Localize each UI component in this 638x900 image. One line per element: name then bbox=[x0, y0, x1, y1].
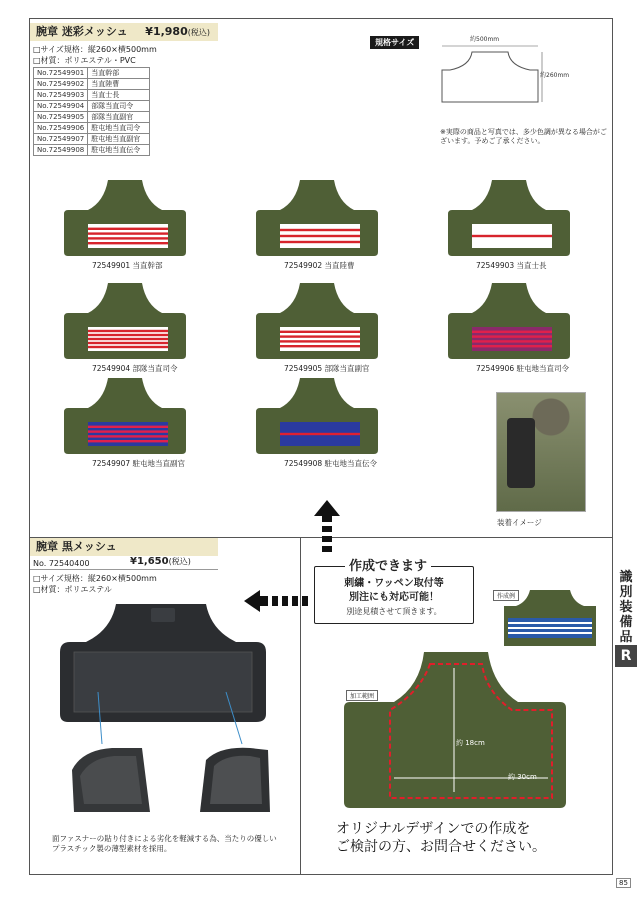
photo-caption: 装着イメージ bbox=[497, 518, 542, 527]
armband-7 bbox=[64, 378, 186, 454]
code-row bbox=[34, 134, 150, 145]
armband-caption: 72549904 部隊当直司令 bbox=[92, 364, 178, 373]
black-spec: □サイズ規格：縦260×横500mm □材質：ポリエステル bbox=[33, 574, 157, 594]
code-name: 駐屯地当直副官 bbox=[88, 134, 150, 145]
dim-width: 約500mm bbox=[470, 36, 500, 43]
code-row bbox=[34, 123, 150, 134]
code-name: 当直陸曹 bbox=[88, 79, 150, 90]
code-name: 駐屯地当直伝令 bbox=[88, 145, 150, 156]
product-title: 腕章 迷彩メッシュ bbox=[36, 25, 128, 38]
armband-caption: 72549903 当直士長 bbox=[476, 261, 547, 270]
color-note: ※実際の商品と写真では、多少色調が異なる場合がございます。予めご了承ください。 bbox=[440, 128, 607, 145]
code-number: No.72549905 bbox=[34, 112, 88, 123]
spec-material: □材質：ポリエステル・PVC bbox=[33, 56, 136, 65]
code-number: No.72549901 bbox=[34, 68, 88, 79]
armband-1 bbox=[64, 180, 186, 256]
custom-callout: 刺繍・ワッペン取付等 別注にも対応可能！ 別途見積させて頂きます。 bbox=[314, 566, 474, 624]
camo-spec bbox=[33, 44, 157, 66]
closeup-left bbox=[62, 740, 152, 820]
wearing-photo bbox=[496, 392, 586, 512]
code-number: No.72549907 bbox=[34, 134, 88, 145]
product-price: ¥1,980(税込) bbox=[145, 25, 210, 38]
category-tab: 識 別 装 備 品 bbox=[619, 570, 633, 645]
code-row bbox=[34, 90, 150, 101]
code-number: No.72549906 bbox=[34, 123, 88, 134]
size-diagram bbox=[430, 40, 550, 110]
code-table bbox=[33, 67, 150, 156]
spec-size: □サイズ規格：縦260×横500mm bbox=[33, 45, 157, 54]
closeup-right bbox=[190, 740, 275, 820]
code-row bbox=[34, 68, 150, 79]
code-name: 当直士長 bbox=[88, 90, 150, 101]
armband-caption: 72549901 当直幹部 bbox=[92, 261, 163, 270]
example-tag: 作成例 bbox=[493, 590, 519, 601]
code-row bbox=[34, 112, 150, 123]
black-product-title bbox=[30, 538, 218, 556]
code-row bbox=[34, 101, 150, 112]
armband-caption: 72549902 当直陸曹 bbox=[284, 261, 355, 270]
code-number: No.72549904 bbox=[34, 101, 88, 112]
code-name: 部隊当直副官 bbox=[88, 112, 150, 123]
code-row bbox=[34, 145, 150, 156]
dim-height: 約260mm bbox=[540, 72, 570, 79]
armband-caption: 72549908 駐屯地当直伝令 bbox=[284, 459, 378, 468]
code-number: No.72549902 bbox=[34, 79, 88, 90]
code-row bbox=[34, 79, 150, 90]
black-price: ¥1,650(税込) bbox=[130, 556, 191, 567]
armband-4 bbox=[64, 283, 186, 359]
contact-message: オリジナルデザインでの作成を ご検討の方、お問合せください。 bbox=[336, 821, 546, 855]
code-number: No.72549908 bbox=[34, 145, 88, 156]
page-number: 85 bbox=[616, 878, 631, 888]
pointer-lines bbox=[60, 680, 260, 750]
armband-caption: 72549905 部隊当直副官 bbox=[284, 364, 370, 373]
code-name: 駐屯地当直司令 bbox=[88, 123, 150, 134]
camo-product-title bbox=[30, 23, 218, 41]
code-number: No.72549903 bbox=[34, 90, 88, 101]
bottom-divider bbox=[300, 537, 301, 875]
armband-caption: 72549907 駐屯地当直副官 bbox=[92, 459, 186, 468]
callout-title: 作成できます bbox=[345, 555, 431, 574]
code-name: 当直幹部 bbox=[88, 68, 150, 79]
code-name: 部隊当直司令 bbox=[88, 101, 150, 112]
black-code: No. 72540400 bbox=[33, 559, 90, 568]
product-title-black: 腕章 黒メッシュ bbox=[36, 540, 117, 553]
area-dim-height: 約 18cm bbox=[456, 739, 485, 747]
armband-8 bbox=[256, 378, 378, 454]
section-letter: R bbox=[615, 645, 637, 667]
area-tag: 加工範囲 bbox=[346, 690, 378, 701]
size-tag: 規格サイズ bbox=[370, 36, 419, 49]
left-arrow bbox=[244, 590, 314, 612]
armband-2 bbox=[256, 180, 378, 256]
processing-area-armband bbox=[340, 650, 570, 810]
black-note: 面ファスナーの貼り付きによる劣化を軽減する為、当たりの優しいプラスチック製の薄型素材を採用。 bbox=[52, 834, 277, 853]
up-arrow bbox=[312, 500, 342, 570]
armband-3 bbox=[448, 180, 570, 256]
armband-6 bbox=[448, 283, 570, 359]
armband-5 bbox=[256, 283, 378, 359]
area-dim-width: 約 30cm bbox=[508, 773, 537, 781]
example-armband bbox=[500, 588, 600, 650]
armband-caption: 72549906 駐屯地当直司令 bbox=[476, 364, 570, 373]
